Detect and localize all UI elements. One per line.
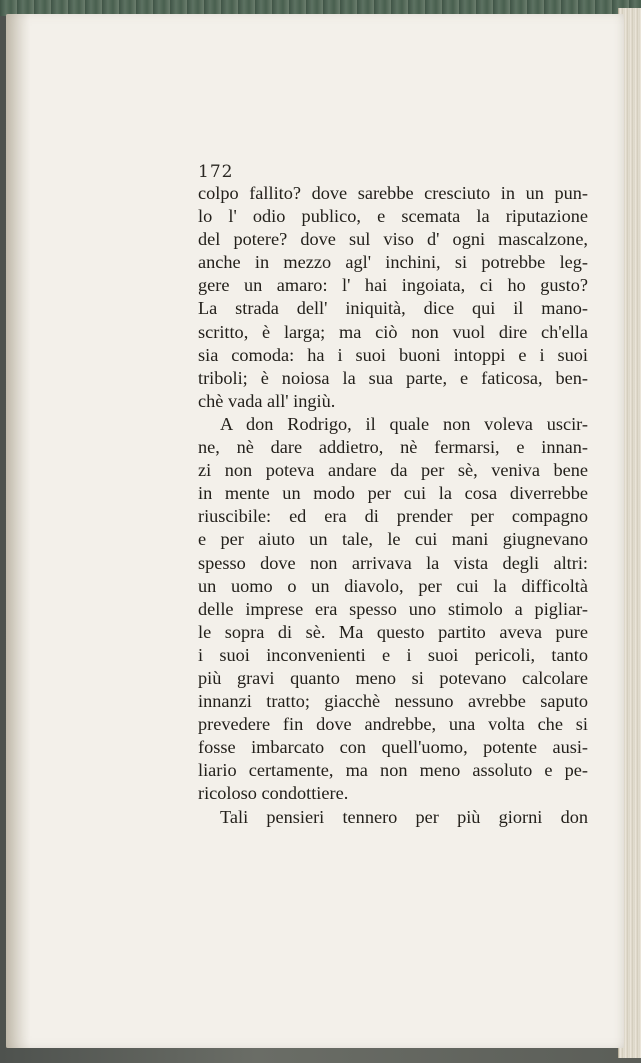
text-line: delle imprese era spesso uno stimolo a pigliar- xyxy=(198,598,588,619)
text-line: Tali pensieri tennero per più giorni don xyxy=(220,806,588,827)
text-line: triboli; è noiosa la sua parte, e faticosa, ben- xyxy=(198,367,588,388)
page-number: 172 xyxy=(198,162,234,182)
text-line: del potere? dove sul viso d' ogni mascalzone, xyxy=(198,229,588,250)
text-line: i suoi inconvenienti e i suoi pericoli, tanto xyxy=(198,644,588,665)
text-line: La strada dell' iniquità, dice qui il mano- xyxy=(198,298,588,319)
text-line: le sopra di sè. Ma questo partito aveva pure xyxy=(198,621,588,642)
text-line: colpo fallito? dove sarebbe cresciuto in un pun- xyxy=(198,183,588,203)
book-page xyxy=(6,14,624,1048)
text-line: chè vada all' ingiù. xyxy=(198,390,336,411)
text-line: liario certamente, ma non meno assoluto e pe- xyxy=(198,760,588,781)
text-line: riuscibile: ed era di prender per compagno xyxy=(198,506,588,527)
text-line: scritto, è larga; ma ciò non vuol dire ch'ella xyxy=(198,321,588,342)
text-line: innanzi tratto; giacchè nessuno avrebbe saputo xyxy=(198,691,588,712)
text-line: lo l' odio publico, e scemata la riputazione xyxy=(198,206,588,227)
text-line: fosse imbarcato con quell'uomo, potente ausi- xyxy=(198,737,588,758)
text-line: sia comoda: ha i suoi buoni intoppi e i suoi xyxy=(198,344,588,365)
text-line: più gravi quanto meno si potevano calcolare xyxy=(198,667,588,688)
text-line: ne, nè dare addietro, nè fermarsi, e innan- xyxy=(198,437,588,458)
text-line: spesso dove non arrivava la vista degli altri: xyxy=(198,552,588,573)
text-line: anche in mezzo agl' inchini, si potrebbe leg- xyxy=(198,252,588,273)
text-line: prevedere fin dove andrebbe, una volta che si xyxy=(198,714,588,735)
text-body xyxy=(198,182,588,829)
text-line: zi non poteva andare da per sè, veniva bene xyxy=(198,460,588,481)
text-line: in mente un modo per cui la cosa diverrebbe xyxy=(198,483,588,504)
text-line: ricoloso condottiere. xyxy=(198,783,349,804)
text-line: un uomo o un diavolo, per cui la difficoltà xyxy=(198,575,588,596)
text-line: A don Rodrigo, il quale non voleva uscir- xyxy=(220,413,588,434)
text-line: gere un amaro: l' hai ingoiata, ci ho gusto? xyxy=(198,275,588,296)
text-line: e per aiuto un tale, le cui mani giugnevano xyxy=(198,529,588,550)
